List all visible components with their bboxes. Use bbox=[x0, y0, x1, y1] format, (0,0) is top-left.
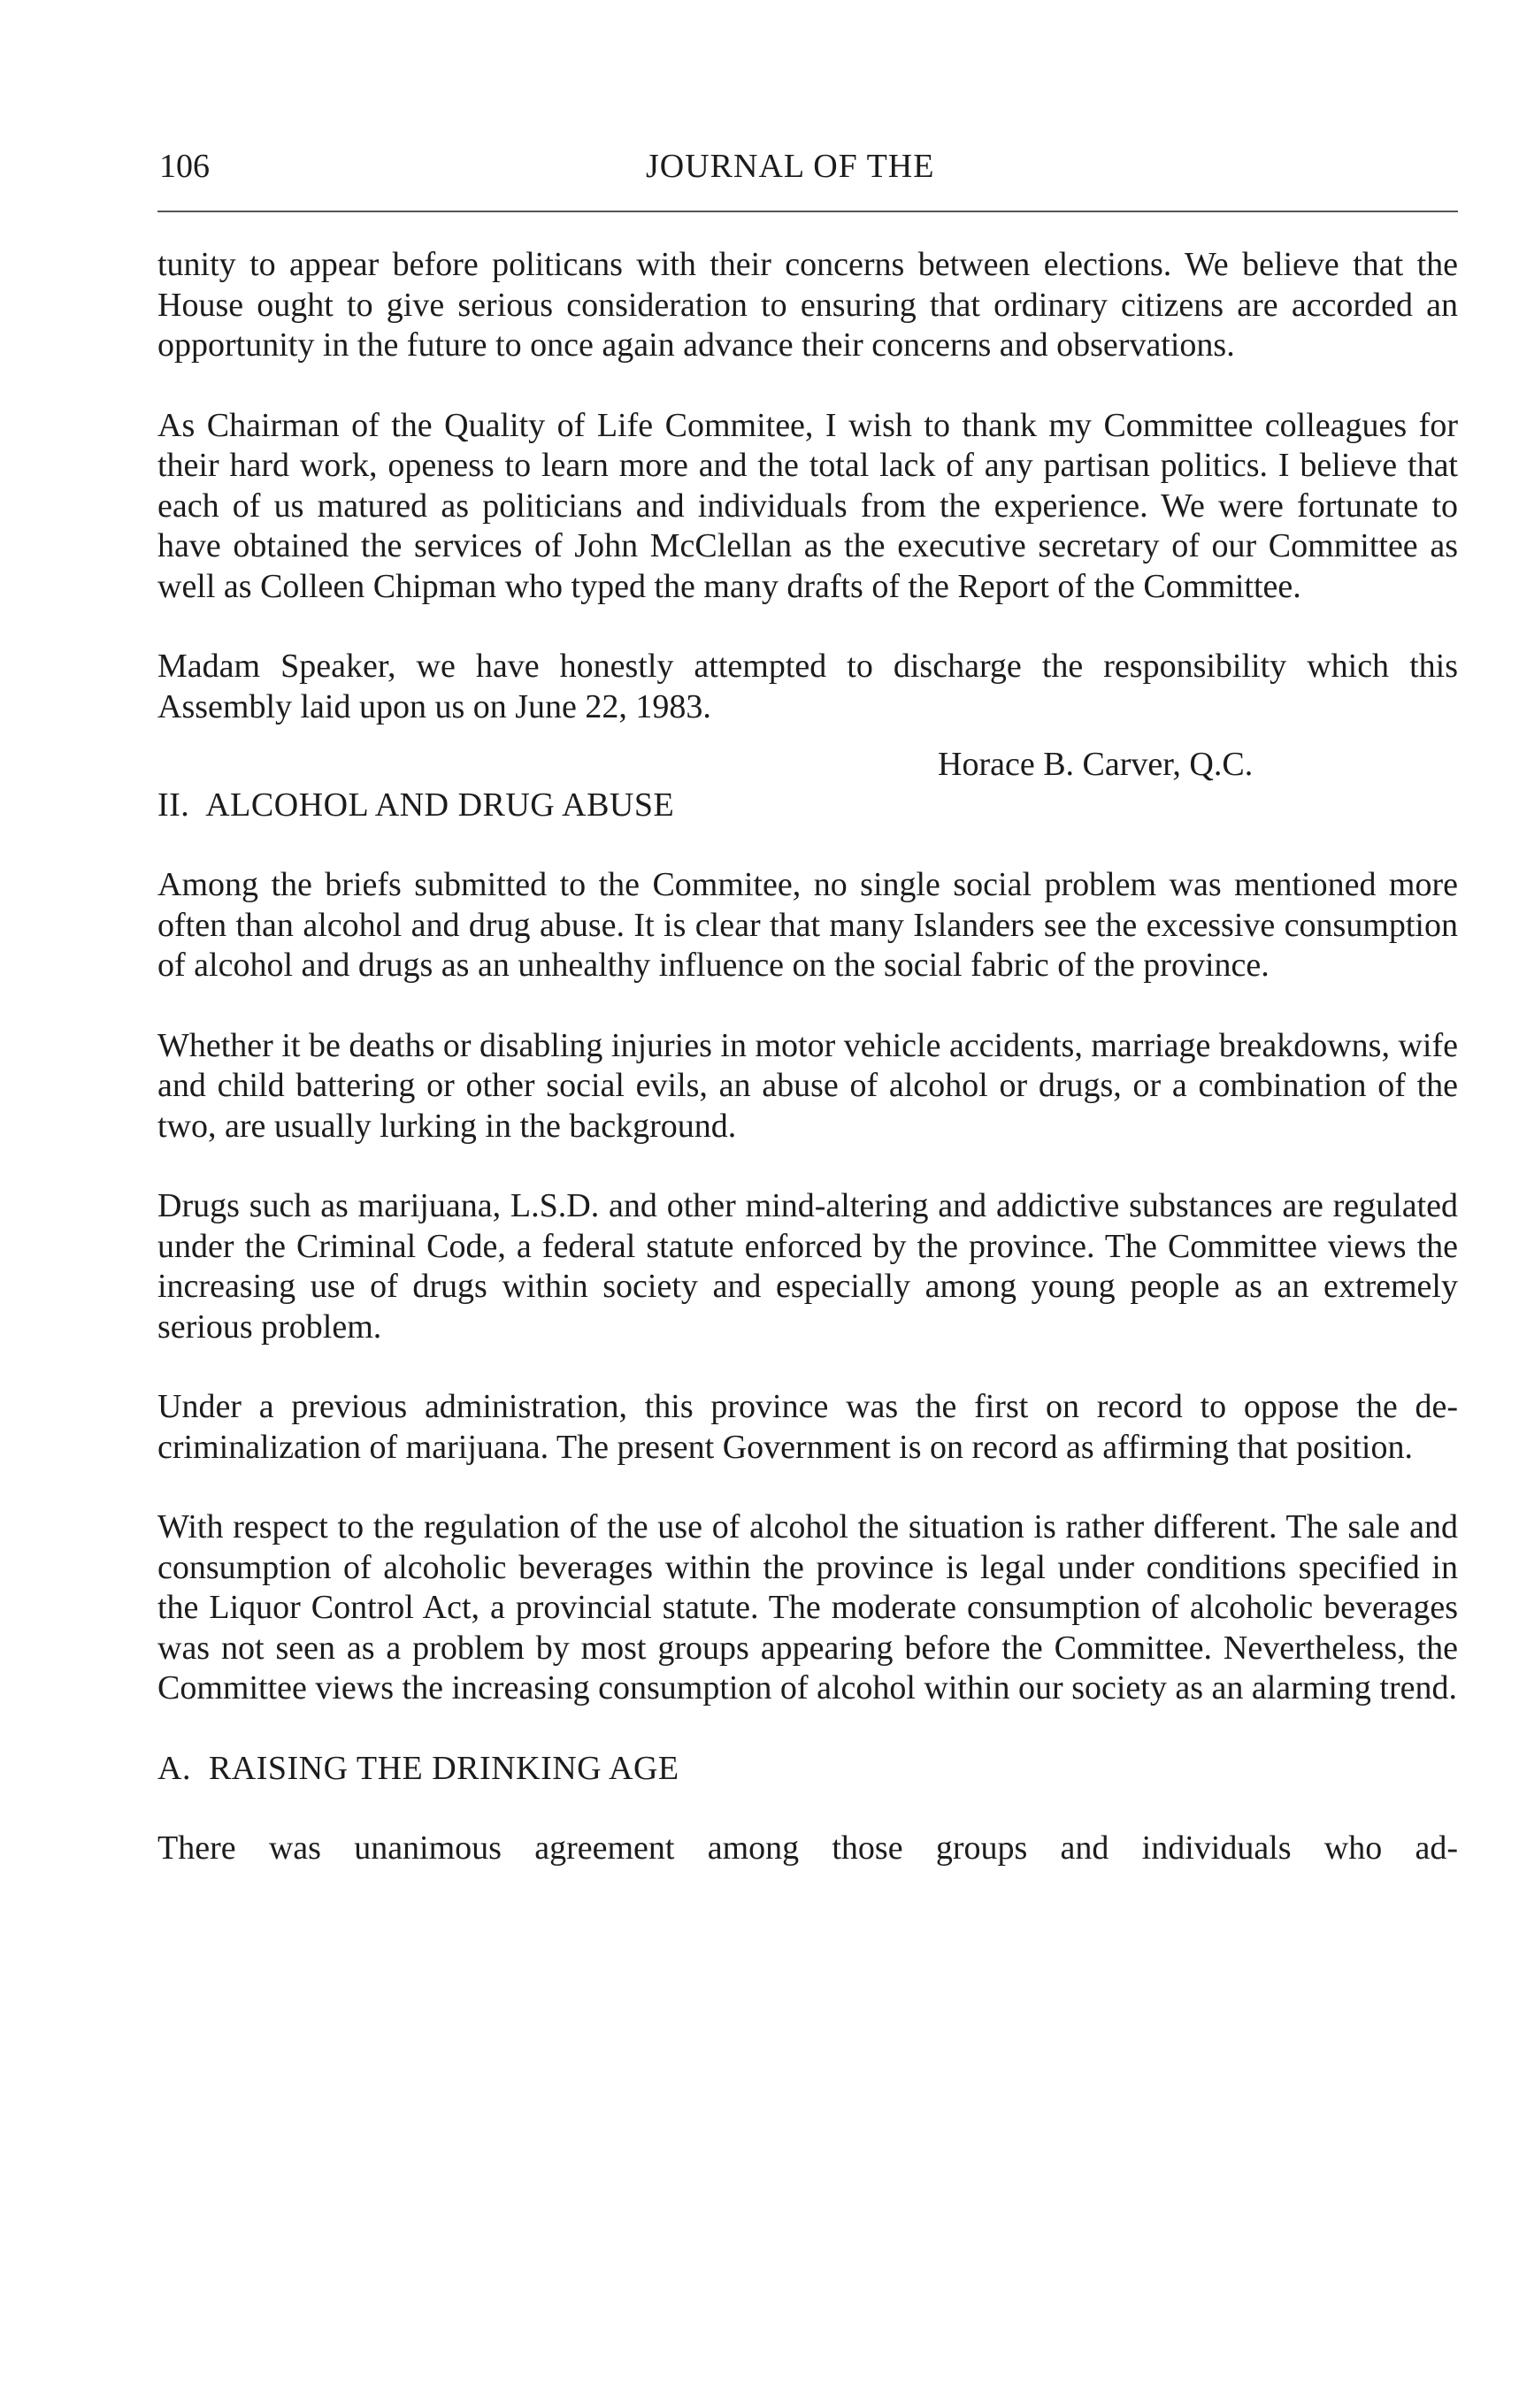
journal-page bbox=[157, 142, 1458, 1867]
paragraph-closing: Madam Speaker, we have honestly attempted to discharge the responsibility which this Assembly laid upon us on June 22, 1983. bbox=[157, 648, 1458, 725]
signature-line: Horace B. Carver, Q.C. bbox=[938, 746, 1254, 783]
paragraph-decriminalization: Under a previous administration, this province was the first on record to oppose the de-criminalization of marijuana. The present Government is on record as affirming that position. bbox=[157, 1388, 1458, 1466]
paragraph-drugs-regulation: Drugs such as marijuana, L.S.D. and other mind-altering and addictive substances are regulated under the Criminal Code, a federal statute enforced by the province. The Committee views the increasing use of drugs within society and especially among young people as an extremely serious problem. bbox=[157, 1187, 1458, 1346]
page-header bbox=[157, 142, 1458, 191]
section-heading-ii: II. ALCOHOL AND DRUG ABUSE bbox=[157, 786, 675, 824]
paragraph-acknowledgements: As Chairman of the Quality of Life Commitee, I wish to thank my Committee colleagues for their hard work, openess to learn more and the total lack of any partisan politics. I believe that each of us matured as politicians and individuals from the experience. We were fortunate to have obtained the services of John McClellan as the executive secretary of our Committee as well as Colleen Chipman who typed the many drafts of the Report of the Committee. bbox=[157, 406, 1458, 605]
paragraph-briefs: Among the briefs submitted to the Commitee, no single social problem was mentioned more often than alcohol and drug abuse. It is clear that many Islanders see the excessive consumption of alcohol and drugs as an unhealthy influence on the social fabric of the province. bbox=[157, 866, 1458, 984]
section-heading-a: A. RAISING THE DRINKING AGE bbox=[157, 1749, 679, 1787]
paragraph-deaths-injuries: Whether it be deaths or disabling injuries in motor vehicle accidents, marriage breakdowns, wife and child battering or other social evils, an abuse of alcohol or drugs, or a combination of the two, are usually lurking in the background. bbox=[157, 1026, 1458, 1145]
page-number: 106 bbox=[159, 148, 210, 185]
header-rule bbox=[157, 211, 1458, 212]
paragraph-continuation: tunity to appear before politicans with their concerns between elections. We believe that the House ought to give serious consideration to ensuring that ordinary citizens are accorded an opportunity in the future to once again advance their concerns and observations. bbox=[157, 246, 1458, 364]
running-head: JOURNAL OF THE bbox=[646, 148, 935, 185]
page-body bbox=[157, 245, 1458, 1869]
paragraph-alcohol-regulation: With respect to the regulation of the use of alcohol the situation is rather different. The sale and consumption of alcoholic beverages within the province is legal under conditions specified in the Liquor Control Act, a provincial statute. The moderate consumption of alcoholic beverages was not seen as a problem by most groups appearing before the Committee. Nevertheless, the Committee views the increasing consumption of alcohol within our society as an alarming trend. bbox=[157, 1508, 1458, 1706]
paragraph-unanimous-agreement: There was unanimous agreement among those groups and individuals who ad- bbox=[157, 1829, 1458, 1867]
